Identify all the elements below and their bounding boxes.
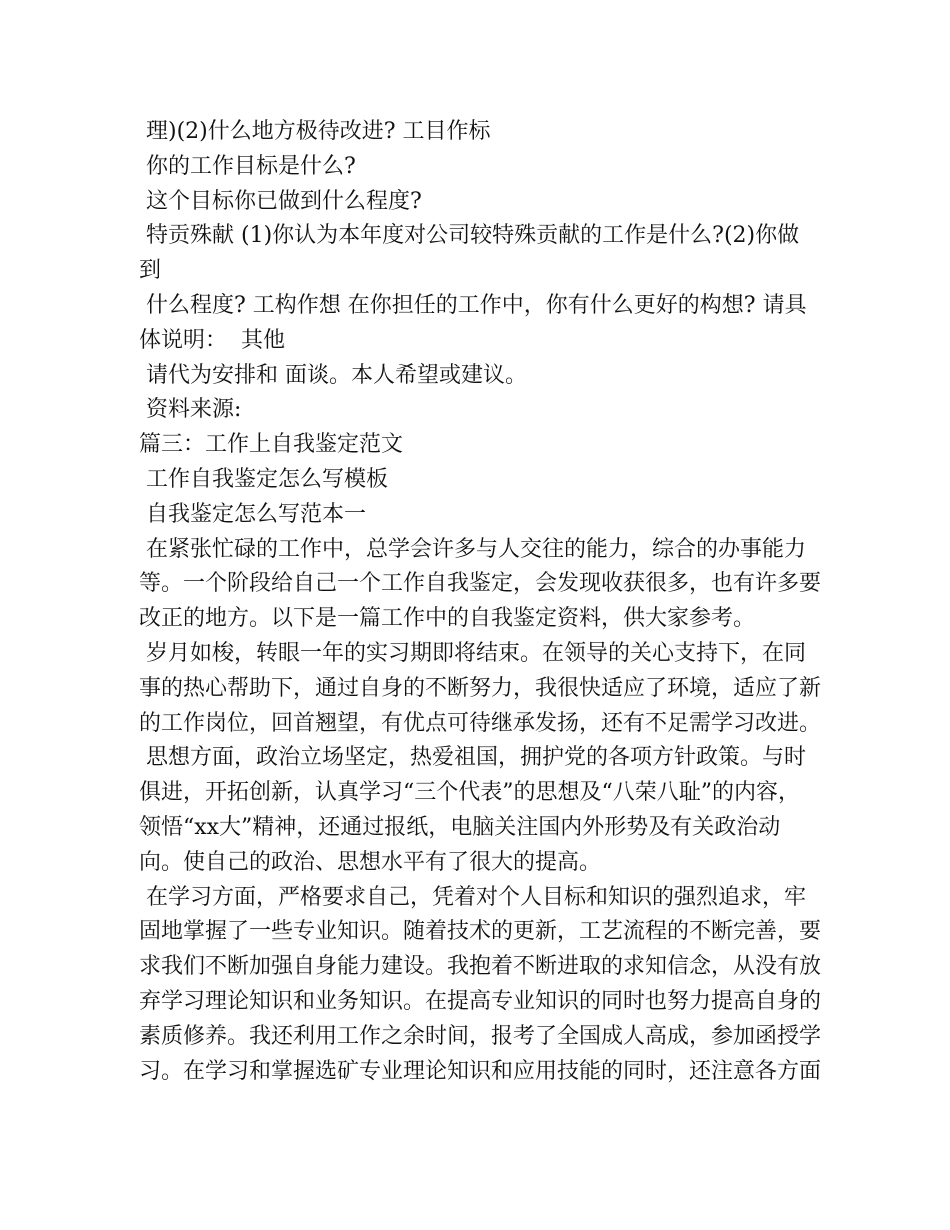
text-line: 资料来源: [139,397,242,423]
text-line: 思想方面，政治立场坚定，热爱祖国，拥护党的各项方针政策。与时 [139,745,806,771]
text-line: 岁月如梭，转眼一年的实习期即将结束。在领导的关心支持下，在同 [139,640,806,666]
text-line: 理)(2)什么地方极待改进? 工目作标 [139,119,491,144]
text-line: 的工作岗位，回首翘望，有优点可待继承发扬，还有不足需学习改进。 [139,710,822,736]
text-line: 什么程度? 工构作想 在你担任的工作中，你有什么更好的构想? 请具 [139,292,807,318]
text-line: 素质修养。我还利用工作之余时间，报考了全国成人高成，参加函授学 [139,1023,822,1049]
text-line: 改正的地方。以下是一篇工作中的自我鉴定资料，供大家参考。 [139,606,756,632]
text-line: 弃学习理论知识和业务知识。在提高专业知识的同时也努力提高自身的 [139,988,822,1014]
text-line: 请代为安排和 面谈。本人希望或建议。 [139,362,527,388]
text-line: 等。一个阶段给自己一个工作自我鉴定，会发现收获很多，也有许多要 [139,571,822,597]
text-line: 在紧张忙碌的工作中，总学会许多与人交往的能力，综合的办事能力 [139,536,806,562]
text-line: 体说明： 其他 [139,327,285,353]
text-line: 这个目标你已做到什么程度? [139,188,422,214]
text-line: 固地掌握了一些专业知识。随着技术的更新，工艺流程的不断完善，要 [139,919,822,945]
text-line: 领悟“xx大”精神，还通过报纸，电脑关注国内外形势及有关政治动 [139,814,781,840]
text-line: 特贡殊献 (1)你认为本年度对公司较特殊贡献的工作是什么?(2)你做 [139,223,800,249]
text-line: 在学习方面，严格要求自己，凭着对个人目标和知识的强烈追求，牢 [139,884,806,910]
text-line: 工作自我鉴定怎么写模板 [139,466,388,492]
text-line: 向。使自己的政治、思想水平有了很大的提高。 [139,849,602,875]
text-line: 求我们不断加强自身能力建设。我抱着不断进取的求知信念，从没有放 [139,954,822,980]
text-line: 习。在学习和掌握选矿专业理论知识和应用技能的同时，还注意各方面 [139,1058,822,1084]
text-line: 事的热心帮助下，通过自身的不断努力，我很快适应了环境，适应了新 [139,675,822,701]
text-line: 到 [139,258,162,284]
document-body [139,115,822,1089]
section-heading: 篇三：工作上自我鉴定范文 [139,432,404,458]
text-line: 你的工作目标是什么? [139,153,356,179]
text-line: 俱进，开拓创新，认真学习“三个代表”的思想及“八荣八耻”的内容， [139,780,800,806]
text-line: 自我鉴定怎么写范本一 [139,501,366,527]
